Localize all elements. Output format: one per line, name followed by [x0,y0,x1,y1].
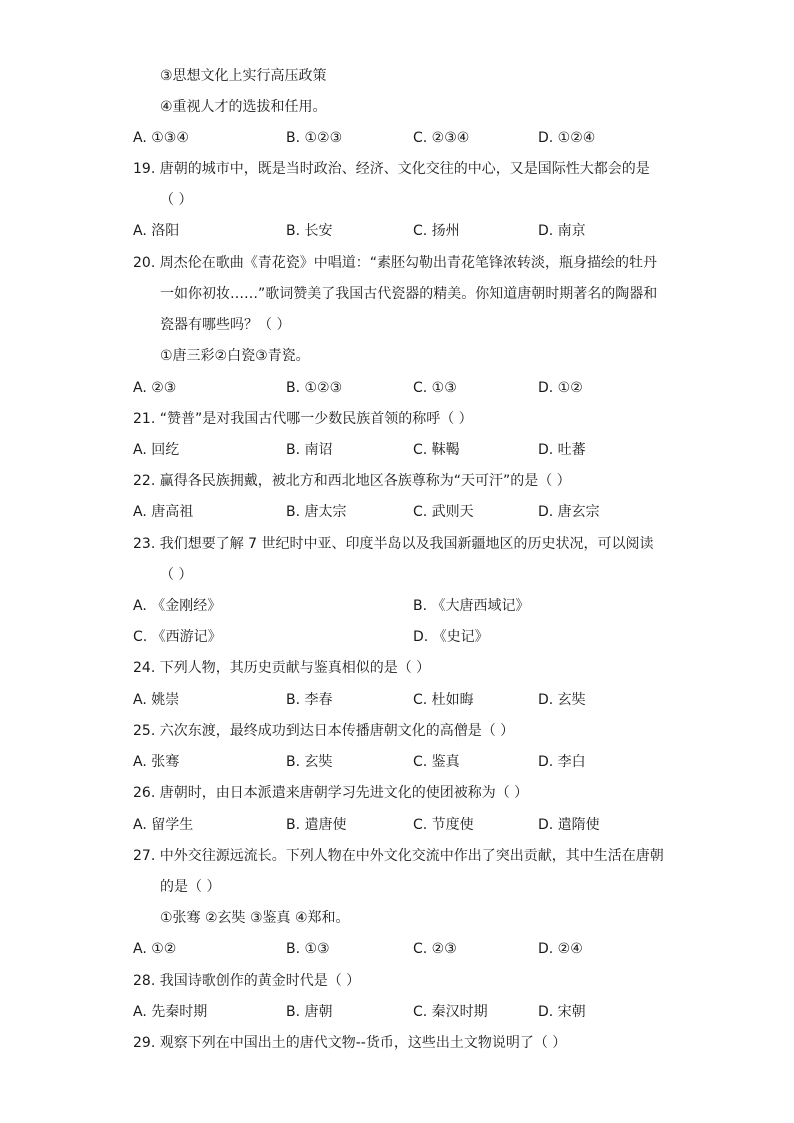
q19-stem-blank: （ ） [160,192,193,208]
q23-option-c: C. 《西游记》 [133,629,222,645]
q24-option-d: D. 玄奘 [538,692,586,708]
q27-option-a: A. ①② [133,941,177,957]
q27-statements: ①张骞 ②玄奘 ③鉴真 ④郑和。 [160,910,350,926]
q19-option-b: B. 长安 [286,223,333,239]
q21-option-b: B. 南诏 [286,442,333,458]
q23-stem-blank: （ ） [160,567,193,583]
q22-option-c: C. 武则天 [413,504,474,520]
q18-statement-4: ④重视人才的选拔和任用。 [160,99,327,115]
q22-option-b: B. 唐太宗 [286,504,347,520]
q23-stem: 23. 我们想要了解 7 世纪时中亚、印度半岛以及我国新疆地区的历史状况，可以阅读 [133,536,654,552]
q25-option-d: D. 李白 [538,754,586,770]
q25-option-c: C. 鉴真 [413,754,460,770]
q26-option-a: A. 留学生 [133,817,194,833]
q28-stem: 28. 我国诗歌创作的黄金时代是（ ） [133,973,361,989]
q25-stem: 25. 六次东渡，最终成功到达日本传播唐朝文化的高僧是（ ） [133,723,515,739]
q18-option-b: B. ①②③ [286,130,343,146]
q20-option-d: D. ①② [538,380,583,396]
q23-option-b: B. 《大唐西域记》 [413,598,530,614]
q20-option-a: A. ②③ [133,380,177,396]
q26-option-b: B. 遣唐使 [286,817,347,833]
q22-option-a: A. 唐高祖 [133,504,194,520]
q19-stem: 19. 唐朝的城市中，既是当时政治、经济、文化交往的中心，又是国际性大都会的是 [133,161,650,177]
q18-option-d: D. ①②④ [538,130,596,146]
q21-option-a: A. 回纥 [133,442,180,458]
q21-option-d: D. 吐蕃 [538,442,586,458]
q27-stem-2: 的是（ ） [160,879,221,895]
q27-stem: 27. 中外交往源远流长。下列人物在中外文化交流中作出了突出贡献，其中生活在唐朝 [133,848,664,864]
q18-option-a: A. ①③④ [133,130,189,146]
q18-statement-3: ③思想文化上实行高压政策 [160,68,327,84]
q18-option-c: C. ②③④ [413,130,470,146]
q24-option-a: A. 姚崇 [133,692,180,708]
q25-option-a: A. 张骞 [133,754,180,770]
q23-option-d: D. 《史记》 [413,629,489,645]
q19-option-d: D. 南京 [538,223,586,239]
q28-option-a: A. 先秦时期 [133,1004,208,1020]
q26-option-d: D. 遣隋使 [538,817,600,833]
q28-option-d: D. 宋朝 [538,1004,586,1020]
q29-stem: 29. 观察下列在中国出土的唐代文物--货币，这些出土文物说明了（ ） [133,1035,567,1051]
q19-option-c: C. 扬州 [413,223,460,239]
q27-option-b: B. ①③ [286,941,330,957]
q28-option-c: C. 秦汉时期 [413,1004,488,1020]
q23-option-a: A. 《金刚经》 [133,598,222,614]
q24-stem: 24. 下列人物，其历史贡献与鉴真相似的是（ ） [133,660,431,676]
q22-option-d: D. 唐玄宗 [538,504,600,520]
q22-stem: 22. 赢得各民族拥戴，被北方和西北地区各族尊称为“天可汗”的是（ ） [133,473,571,489]
q27-option-c: C. ②③ [413,941,457,957]
q24-option-c: C. 杜如晦 [413,692,474,708]
q28-option-b: B. 唐朝 [286,1004,333,1020]
q19-option-a: A. 洛阳 [133,223,180,239]
q20-statements: ①唐三彩②白瓷③青瓷。 [160,348,310,364]
q20-stem: 20. 周杰伦在歌曲《青花瓷》中唱道：“素胚勾勒出青花笔锋浓转淡，瓶身描绘的牡丹 [133,255,657,271]
q26-option-c: C. 节度使 [413,817,474,833]
q21-option-c: C. 靺鞨 [413,442,460,458]
q20-option-b: B. ①②③ [286,380,343,396]
q27-option-d: D. ②④ [538,941,583,957]
q21-stem: 21. “赞普”是对我国古代哪一少数民族首领的称呼（ ） [133,411,473,427]
q20-stem-3: 瓷器有哪些吗？（ ） [160,317,291,333]
q25-option-b: B. 玄奘 [286,754,333,770]
q26-stem: 26. 唐朝时，由日本派遣来唐朝学习先进文化的使团被称为（ ） [133,785,529,801]
q20-stem-2: 一如你初妆……”歌词赞美了我国古代瓷器的精美。你知道唐朝时期著名的陶器和 [160,286,658,302]
q24-option-b: B. 李春 [286,692,333,708]
q20-option-c: C. ①③ [413,380,457,396]
